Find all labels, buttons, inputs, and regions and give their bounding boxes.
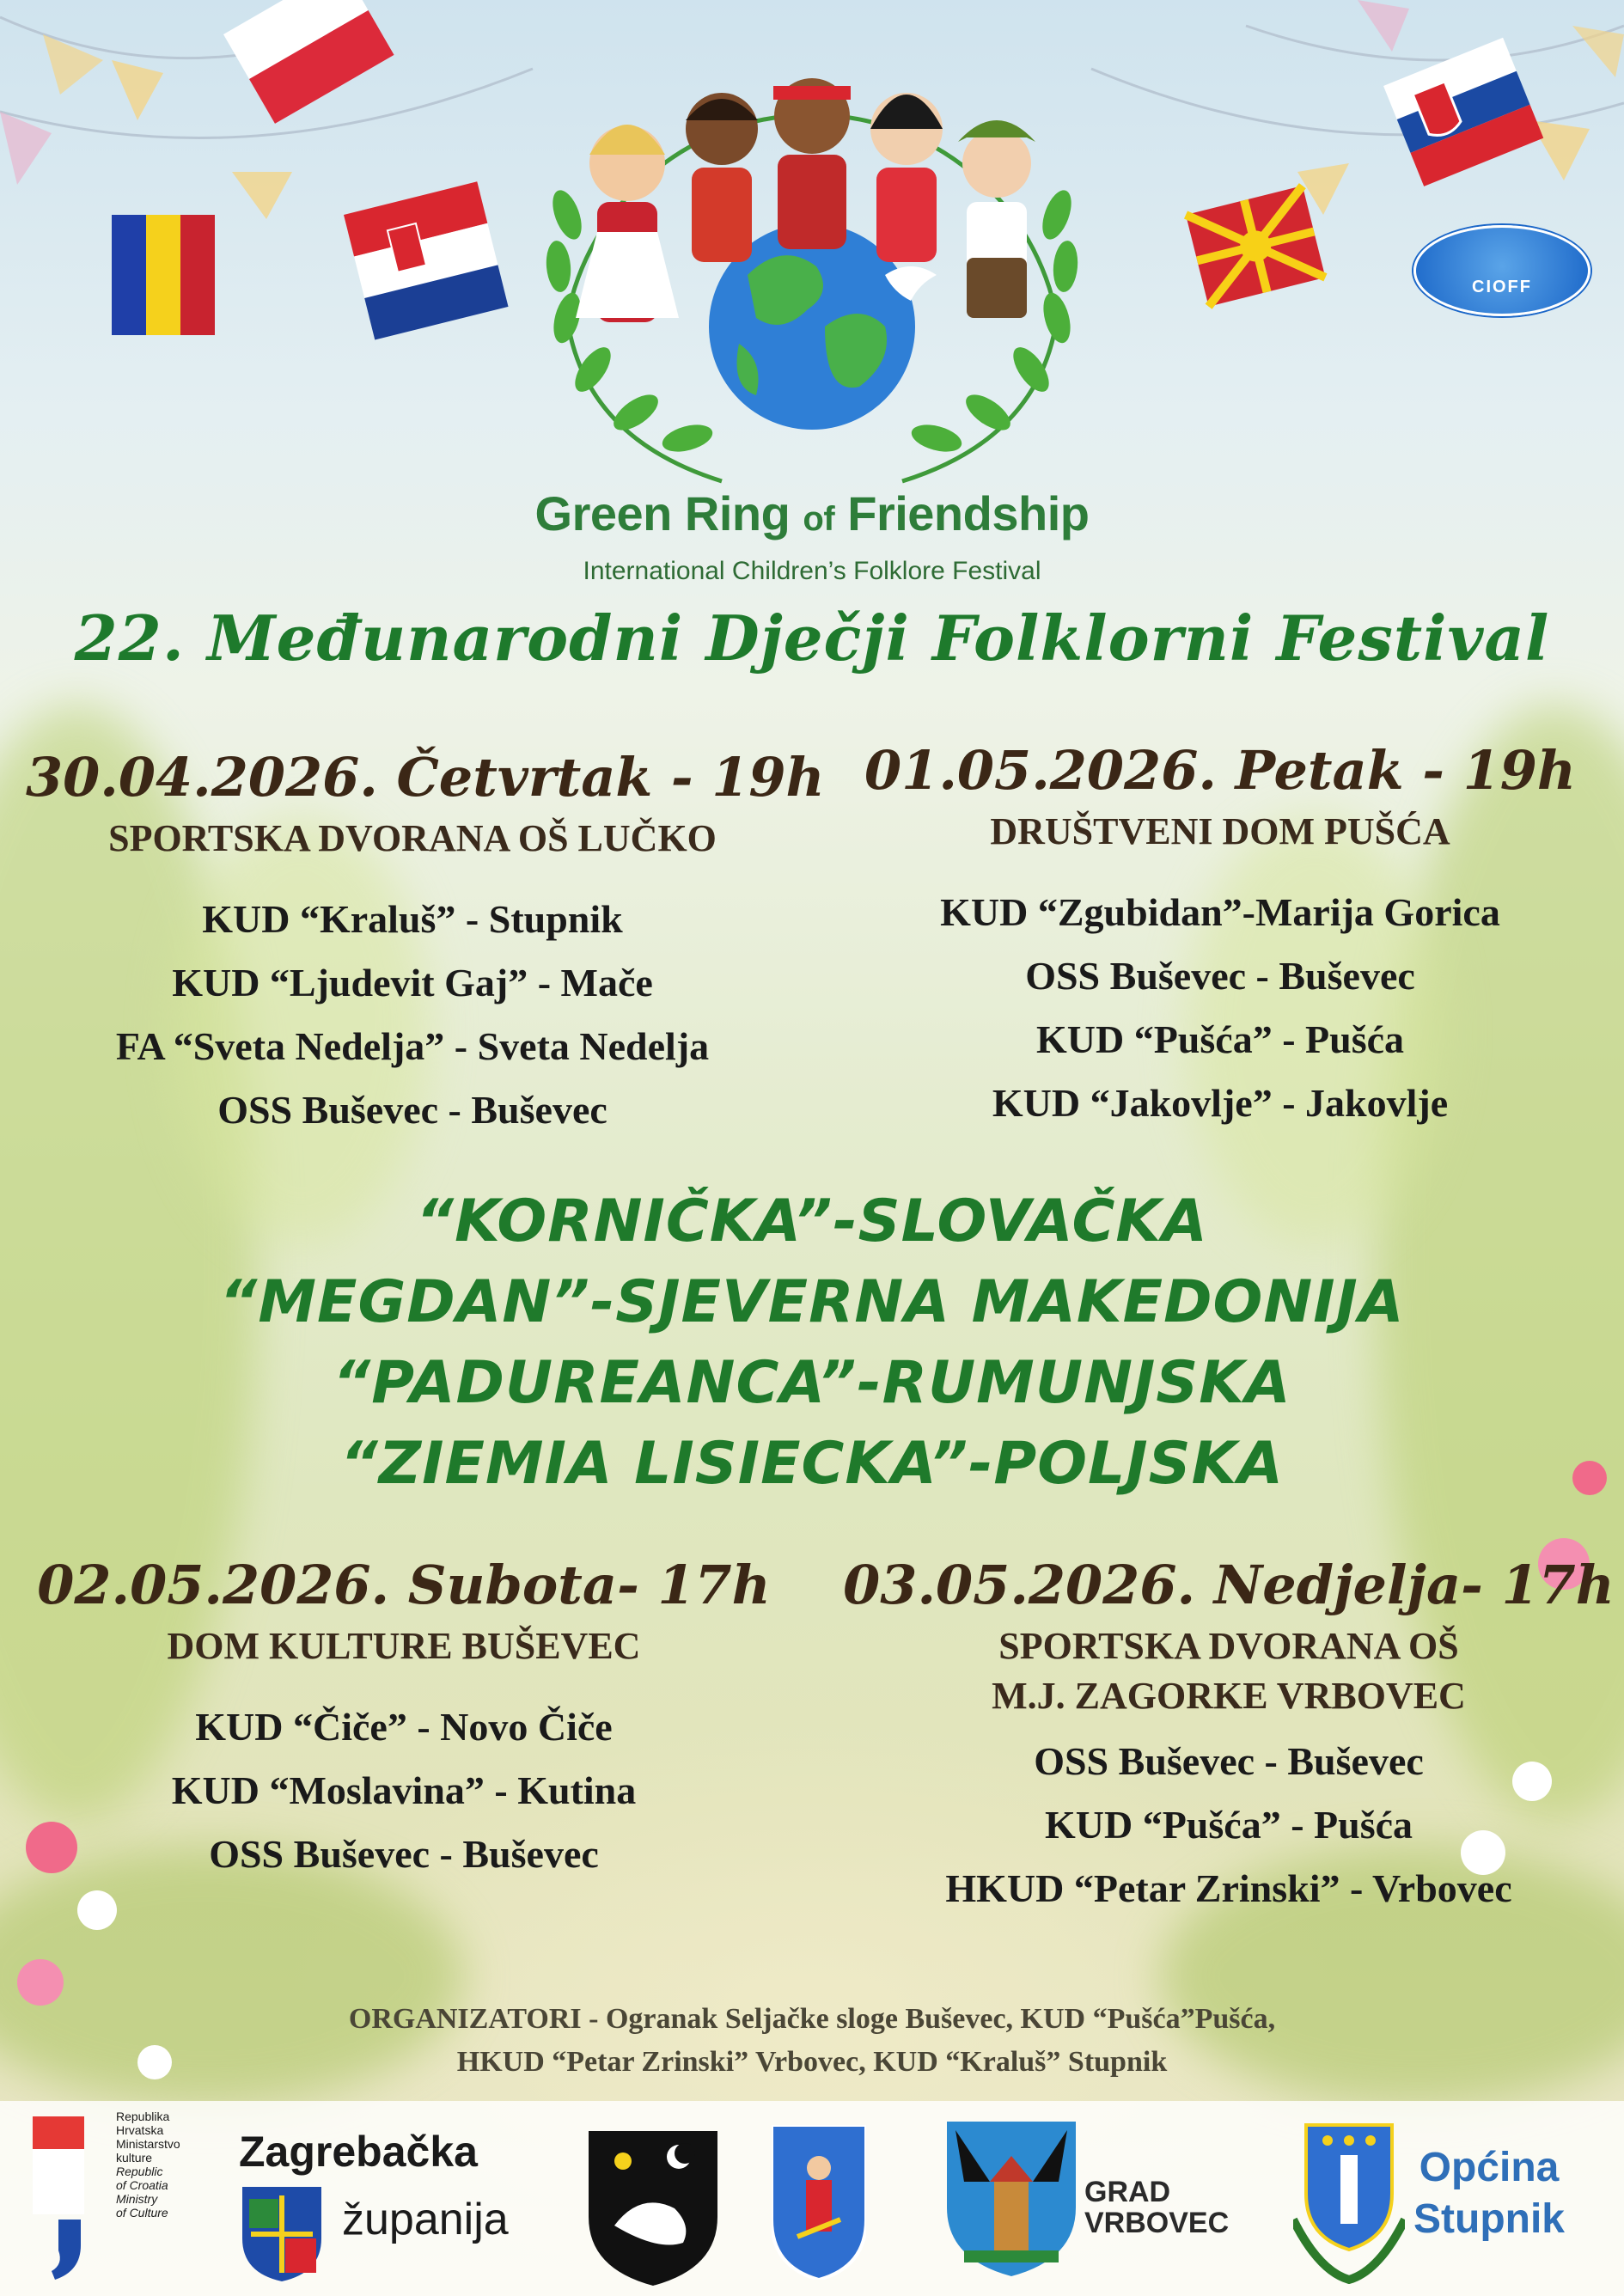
festival-name-part3: Friendship <box>834 486 1090 540</box>
guest-item: “ZIEMIA LISIECKA”-POLJSKA <box>340 1430 1284 1498</box>
stupnik-line2: Stupnik <box>1413 2196 1565 2242</box>
group-item: KUD “Pušća” - Pušća <box>1035 1017 1405 1061</box>
group-item: OSS Buševec - Buševec <box>1034 1739 1424 1783</box>
zagreb-county-title: Zagrebačka <box>239 2128 478 2176</box>
ministry-line: Ministarstvo <box>116 2137 180 2151</box>
zagreb-county-subtitle: županija <box>342 2195 509 2244</box>
ministry-line: of Croatia <box>116 2178 168 2192</box>
group-item: KUD “Ljudevit Gaj” - Mače <box>172 961 653 1004</box>
group-item: KUD “Moslavina” - Kutina <box>171 1768 637 1812</box>
vrbovec-coat-of-arms <box>947 2122 1076 2276</box>
page-title: 22. Međunarodni Dječji Folklorni Festival <box>74 601 1550 675</box>
day-venue: SPORTSKA DVORANA OŠ LUČKO <box>108 817 717 859</box>
day-date: 30.04.2026. Četvrtak - 19h <box>26 746 825 809</box>
municipality-bull-coat-of-arms <box>589 2131 717 2286</box>
stupnik-coat-of-arms <box>1293 2116 1405 2284</box>
sponsor-strip <box>0 2101 1624 2296</box>
cioff-label: CIOFF <box>1472 278 1532 296</box>
day-date: 01.05.2026. Petak - 19h <box>864 739 1576 802</box>
vrbovec-label <box>1084 2177 1229 2238</box>
day-venue-line1: SPORTSKA DVORANA OŠ <box>998 1625 1459 1667</box>
group-list <box>833 881 1607 1135</box>
flag-poland <box>223 0 394 124</box>
group-item: KUD “Pušća” - Pušća <box>1044 1803 1413 1847</box>
group-item: FA “Sveta Nedelja” - Sveta Nedelja <box>115 1024 710 1068</box>
day-block-2 <box>833 739 1607 1135</box>
festival-subtitle: International Children’s Folklore Festival <box>583 557 1041 585</box>
ministry-line: Hrvatska <box>116 2123 164 2137</box>
ministry-text <box>116 2110 180 2220</box>
day-date: 03.05.2026. Nedjelja- 17h <box>843 1554 1615 1616</box>
ministry-line: Republika <box>116 2110 170 2123</box>
day-block-1 <box>26 746 825 1142</box>
flag-romania <box>112 215 215 335</box>
day-venue-line2: M.J. ZAGORKE VRBOVEC <box>992 1675 1466 1717</box>
flag-croatia <box>344 181 509 339</box>
organizers-line1: ORGANIZATORI - Ogranak Seljačke sloge Buševec, KUD “Pušća”Pušća, <box>348 2003 1276 2035</box>
cioff-logo <box>1413 225 1590 316</box>
vrbovec-line2: VRBOVEC <box>1084 2207 1230 2239</box>
festival-name <box>0 485 1624 541</box>
stupnik-line1: Općina <box>1419 2145 1560 2190</box>
group-item: KUD “Jakovlje” - Jakovlje <box>992 1081 1449 1125</box>
ministry-line: Republic <box>116 2165 163 2178</box>
municipality-saint-coat-of-arms <box>772 2125 866 2280</box>
festival-name-part1: Green Ring <box>534 486 803 540</box>
flower <box>77 1890 117 1930</box>
group-item: OSS Buševec - Buševec <box>209 1832 599 1876</box>
guest-item: “KORNIČKA”-SLOVAČKA <box>416 1188 1208 1255</box>
flag-north-macedonia <box>1186 186 1325 307</box>
ministry-line: of Culture <box>116 2206 168 2220</box>
stupnik-label <box>1413 2142 1565 2245</box>
day-block-4 <box>842 1554 1615 1920</box>
guest-item: “MEGDAN”-SJEVERNA MAKEDONIJA <box>219 1268 1405 1336</box>
vrbovec-line1: GRAD <box>1084 2176 1171 2208</box>
group-item: HKUD “Petar Zrinski” - Vrbovec <box>945 1866 1512 1910</box>
day-venue: DOM KULTURE BUŠEVEC <box>167 1625 641 1667</box>
festival-name-part2: of <box>803 500 835 538</box>
organizers-line2: HKUD “Petar Zrinski” Vrbovec, KUD “Kraluš” Stupnik <box>456 2046 1168 2078</box>
ministry-line: Ministry <box>116 2192 158 2206</box>
guest-ensembles <box>0 1182 1624 1505</box>
festival-logo <box>516 34 1108 498</box>
guest-item: “PADUREANCA”-RUMUNJSKA <box>333 1349 1291 1417</box>
ministry-line: kulture <box>116 2151 153 2165</box>
day-venue: DRUŠTVENI DOM PUŠĆA <box>990 810 1450 852</box>
group-list <box>26 888 799 1142</box>
zagreb-county-coat-of-arms <box>242 2187 321 2281</box>
organizers <box>0 1998 1624 2084</box>
group-list <box>842 1730 1615 1920</box>
group-item: OSS Buševec - Buševec <box>1025 954 1415 998</box>
day-date: 02.05.2026. Subota- 17h <box>37 1554 771 1616</box>
group-item: OSS Buševec - Buševec <box>217 1088 607 1132</box>
group-item: KUD “Zgubidan”-Marija Gorica <box>940 890 1500 934</box>
day-block-3 <box>17 1554 791 1886</box>
group-item: KUD “Kraluš” - Stupnik <box>202 897 623 941</box>
group-list <box>17 1695 791 1886</box>
group-item: KUD “Čiče” - Novo Čiče <box>195 1705 613 1749</box>
ministry-culture-logo <box>33 2116 84 2280</box>
